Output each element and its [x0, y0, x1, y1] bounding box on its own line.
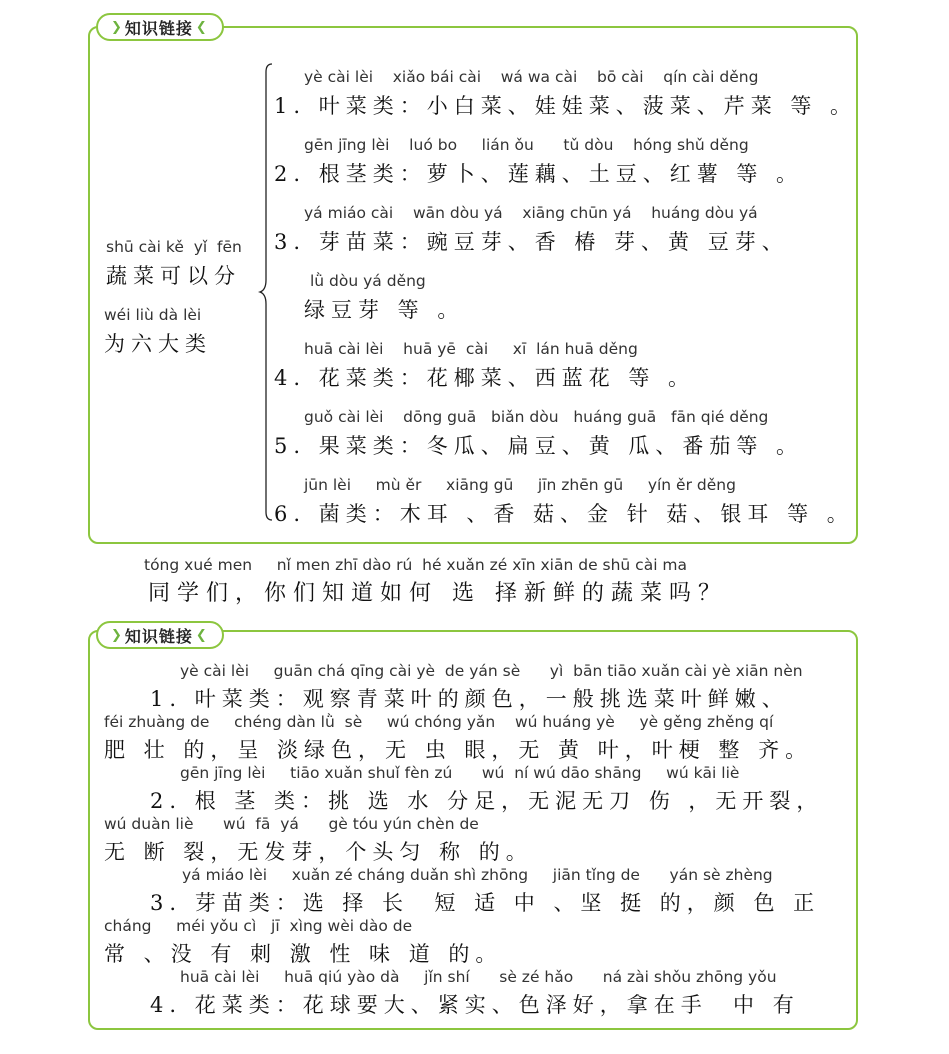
item-pinyin: yè cài lèi xiǎo bái cài wá wa cài bō cài qín cài děng — [304, 68, 759, 86]
tip-pinyin: féi zhuàng de chéng dàn lǜ sè wú chóng yǎn wú huáng yè yè gěng zhěng qí — [104, 713, 774, 731]
item-text: 5. 果菜类：冬瓜、扁豆、黄 瓜、番茄等 。 — [274, 434, 804, 458]
knowledge-link-tag-1 — [96, 12, 224, 42]
question-pinyin: tóng xué men nǐ men zhī dào rú hé xuǎn zé xīn xiān de shū cài ma — [144, 556, 688, 574]
item-pinyin: yá miáo cài wān dòu yá xiāng chūn yá huáng dòu yá — [304, 204, 758, 222]
tip-pinyin: cháng méi yǒu cì jī xìng wèi dào de — [104, 917, 413, 935]
tip-pinyin: huā cài lèi huā qiú yào dà jǐn shí sè zé hǎo ná zài shǒu zhōng yǒu — [180, 968, 777, 986]
tip-text: 4. 花菜类：花球要大、紧实、色泽好，拿在手 中 有 — [150, 993, 800, 1017]
knowledge-link-tag-2 — [96, 620, 224, 650]
tip-text: 肥 壮 的，呈 淡绿色，无 虫 眼，无 黄 叶，叶梗 整 齐。 — [104, 738, 813, 762]
left-label-text-2: 为六大类 — [104, 332, 212, 356]
leaf-icon: ❮ — [195, 19, 207, 35]
left-label-pinyin-1: shū cài kě yǐ fēn — [106, 238, 242, 256]
tip-text: 无 断 裂，无发芽，个头匀 称 的。 — [104, 840, 533, 864]
tip-pinyin: yá miáo lèi xuǎn zé cháng duǎn shì zhōng jiān tǐng de yán sè zhèng — [182, 866, 773, 884]
item-pinyin: huā cài lèi huā yē cài xī lán huā děng — [304, 340, 638, 358]
tip-pinyin: gēn jīng lèi tiāo xuǎn shuǐ fèn zú wú ní wú dāo shāng wú kāi liè — [180, 764, 740, 782]
tip-text: 常 、没 有 刺 激 性 味 道 的。 — [104, 942, 503, 966]
item-text: 4. 花菜类：花椰菜、西蓝花 等 。 — [274, 366, 696, 390]
leaf-icon: ❮ — [195, 627, 207, 643]
item-pinyin: jūn lèi mù ěr xiāng gū jīn zhēn gū yín ěr děng — [304, 476, 736, 494]
tip-pinyin: wú duàn liè wú fā yá gè tóu yún chèn de — [104, 815, 479, 833]
item-text: 绿豆芽 等 。 — [304, 298, 465, 322]
tag-label: 知识链接 — [124, 626, 193, 646]
leaf-icon: ❯ — [111, 19, 122, 35]
item-text: 1. 叶菜类：小白菜、娃娃菜、菠菜、芹菜 等 。 — [274, 94, 858, 118]
item-text: 3. 芽苗菜：豌豆芽、香 椿 芽、黄 豆芽、 — [274, 230, 789, 254]
tip-pinyin: yè cài lèi guān chá qīng cài yè de yán sè yì bān tiāo xuǎn cài yè xiān nèn — [180, 662, 803, 680]
left-label-pinyin-2: wéi liù dà lèi — [104, 306, 202, 324]
leaf-icon: ❯ — [111, 627, 122, 643]
question-text: 同学们，你们知道如何 选 择新鲜的蔬菜吗？ — [148, 581, 727, 606]
tip-text: 3. 芽苗类：选 择 长 短 适 中 、坚 挺 的，颜 色 正 — [150, 891, 821, 915]
tip-text: 1. 叶菜类：观察青菜叶的颜色，一般挑选菜叶鲜嫩、 — [150, 687, 789, 711]
item-pinyin: gēn jīng lèi luó bo lián ǒu tǔ dòu hóng shǔ děng — [304, 136, 749, 154]
tip-text: 2. 根 茎 类：挑 选 水 分足，无泥无刀 伤 ，无开裂， — [150, 789, 824, 813]
left-label-text-1: 蔬菜可以分 — [106, 264, 241, 288]
item-pinyin: guǒ cài lèi dōng guā biǎn dòu huáng guā fān qié děng — [304, 408, 769, 426]
tag-label: 知识链接 — [124, 18, 193, 38]
item-text: 2. 根茎类：萝卜、莲藕、土豆、红薯 等 。 — [274, 162, 804, 186]
item-text: 6. 菌类：木耳 、香 菇、金 针 菇、银耳 等 。 — [274, 502, 854, 526]
item-pinyin: lǜ dòu yá děng — [310, 272, 426, 290]
